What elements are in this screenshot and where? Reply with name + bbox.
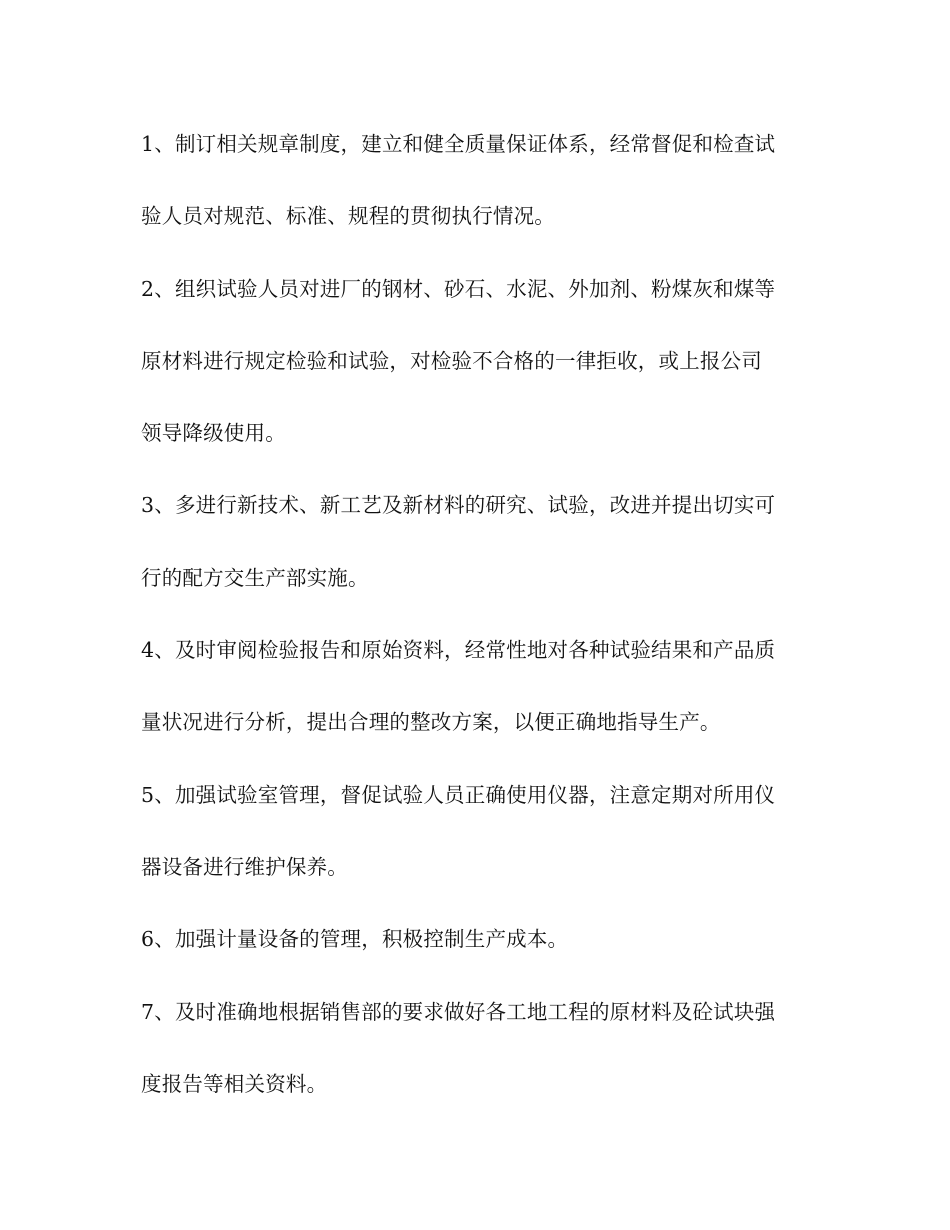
text-line: 3、多进行新技术、新工艺及新材料的研究、试验，改进并提出切实可 bbox=[141, 493, 776, 518]
text-line: 量状况进行分析，提出合理的整改方案，以便正确地指导生产。 bbox=[141, 710, 721, 735]
text-line: 领导降级使用。 bbox=[141, 421, 286, 446]
text-line: 5、加强试验室管理，督促试验人员正确使用仪器，注意定期对所用仪 bbox=[141, 782, 776, 807]
text-line: 6、加强计量设备的管理，积极控制生产成本。 bbox=[141, 927, 569, 952]
text-line: 原材料进行规定检验和试验，对检验不合格的一律拒收，或上报公司 bbox=[141, 348, 762, 373]
text-line: 4、及时审阅检验报告和原始资料，经常性地对各种试验结果和产品质 bbox=[141, 638, 776, 663]
text-line: 2、组织试验人员对进厂的钢材、砂石、水泥、外加剂、粉煤灰和煤等 bbox=[141, 276, 776, 301]
text-line: 器设备进行维护保养。 bbox=[141, 854, 348, 879]
text-line: 验人员对规范、标准、规程的贯彻执行情况。 bbox=[141, 204, 555, 229]
text-line: 7、及时准确地根据销售部的要求做好各工地工程的原材料及砼试块强 bbox=[141, 999, 776, 1024]
text-line: 度报告等相关资料。 bbox=[141, 1071, 328, 1096]
text-line: 1、制订相关规章制度，建立和健全质量保证体系，经常督促和检查试 bbox=[141, 132, 776, 156]
document-body bbox=[141, 118, 809, 1130]
text-line: 行的配方交生产部实施。 bbox=[141, 565, 369, 590]
